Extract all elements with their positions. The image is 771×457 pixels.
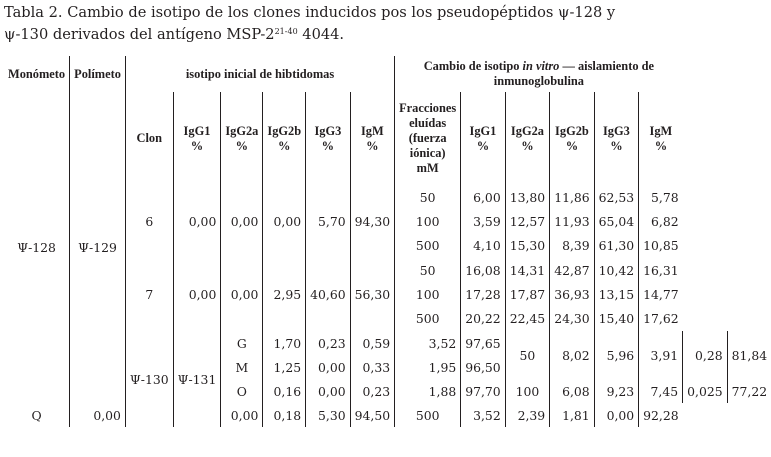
- header-monomer: Monómeto: [4, 56, 70, 92]
- fraction-mm: 50: [395, 258, 461, 282]
- header-isotype-switch: Cambio de isotipo in vitro — aislamiento de inmunoglobulina: [395, 56, 683, 92]
- fraction-mm: 50: [395, 185, 461, 209]
- switch-igm: 10,85: [639, 233, 683, 258]
- switch-igg1: 8,02: [550, 331, 594, 379]
- initial-igg2b: 0,18: [263, 403, 306, 427]
- header-switch-igg3: IgG3 %: [594, 92, 638, 185]
- switch-igm: 5,78: [639, 185, 683, 209]
- header-switch-igg1: IgG1 %: [461, 92, 505, 185]
- initial-igg2a: 0,00: [221, 403, 263, 427]
- clone-cell: G: [221, 331, 263, 355]
- switch-igg2a: 12,57: [505, 209, 549, 233]
- monomer-psi130: Ψ-130: [125, 331, 173, 427]
- initial-igg2a: 0,00: [221, 185, 263, 258]
- switch-igg1: 16,08: [461, 258, 505, 282]
- initial-igg2a: 0,00: [306, 379, 350, 403]
- fraction-mm: 50: [505, 331, 549, 379]
- initial-igg3: 1,95: [395, 355, 461, 379]
- fraction-mm: 500: [395, 306, 461, 331]
- switch-igm: 81,84: [727, 331, 771, 379]
- header-clon: Clon: [125, 92, 173, 185]
- initial-igg2b: 0,23: [350, 379, 394, 403]
- clone-cell: M: [221, 355, 263, 379]
- header-fractions: Fracciones eluídas (fuerza iónica) mM: [395, 92, 461, 185]
- fraction-mm: 100: [395, 282, 461, 306]
- initial-igm: 94,50: [350, 403, 394, 427]
- fraction-mm: 500: [395, 403, 461, 427]
- switch-igm: 77,22: [727, 379, 771, 403]
- clone-cell: O: [221, 379, 263, 403]
- switch-igg3: 65,04: [594, 209, 638, 233]
- initial-igg1: 0,00: [173, 185, 221, 258]
- header-switch-igm: IgM %: [639, 92, 683, 185]
- initial-igg2a: 0,00: [221, 258, 263, 331]
- clone-cell: 6: [125, 185, 173, 258]
- switch-igg1: 6,00: [461, 185, 505, 209]
- initial-igg3: 5,30: [306, 403, 350, 427]
- switch-igg3: 15,40: [594, 306, 638, 331]
- polymer-psi129: Ψ-129: [70, 92, 126, 403]
- initial-igg3: 40,60: [306, 258, 350, 331]
- initial-igg2b: 0,33: [350, 355, 394, 379]
- polymer-psi131: Ψ-131: [173, 331, 221, 427]
- switch-igg2a: 14,31: [505, 258, 549, 282]
- switch-igg2a: 15,30: [505, 233, 549, 258]
- switch-igg2b: 3,91: [639, 331, 683, 379]
- switch-igg1: 3,59: [461, 209, 505, 233]
- switch-igg2b: 1,81: [550, 403, 594, 427]
- initial-igg2a: 0,00: [306, 355, 350, 379]
- initial-igg2b: 2,95: [263, 258, 306, 331]
- clone-cell: 7: [125, 258, 173, 331]
- fraction-mm: 100: [395, 209, 461, 233]
- switch-igg2a: 22,45: [505, 306, 549, 331]
- header-switch-igg2a: IgG2a %: [505, 92, 549, 185]
- fraction-mm: 500: [395, 233, 461, 258]
- clone-cell: Q: [4, 403, 70, 427]
- header-initial-isotype: isotipo inicial de hibtidomas: [125, 56, 394, 92]
- initial-igg1: 1,25: [263, 355, 306, 379]
- initial-igg3: 5,70: [306, 185, 350, 258]
- switch-igg1: 3,52: [461, 403, 505, 427]
- switch-igg2b: 36,93: [550, 282, 594, 306]
- initial-igg1: 1,70: [263, 331, 306, 355]
- switch-igg1: 6,08: [550, 379, 594, 403]
- switch-igg2b: 42,87: [550, 258, 594, 282]
- switch-igm: 92,28: [639, 403, 683, 427]
- initial-igg3: 1,88: [395, 379, 461, 403]
- switch-igm: 6,82: [639, 209, 683, 233]
- switch-igg2a: 13,80: [505, 185, 549, 209]
- switch-igg1: 17,28: [461, 282, 505, 306]
- switch-igg2a: 9,23: [594, 379, 638, 403]
- initial-igm: 94,30: [350, 185, 394, 258]
- header-row-1: [4, 56, 771, 92]
- switch-igg2b: 11,93: [550, 209, 594, 233]
- switch-igg1: 4,10: [461, 233, 505, 258]
- initial-igg2b: 0,59: [350, 331, 394, 355]
- switch-igg3: 13,15: [594, 282, 638, 306]
- monomer-psi128: Ψ-128: [4, 92, 70, 403]
- header-switch-igg2b: IgG2b %: [550, 92, 594, 185]
- initial-igg3: 3,52: [395, 331, 461, 355]
- switch-igg2a: 2,39: [505, 403, 549, 427]
- header-initial-igm: IgM %: [350, 92, 394, 185]
- switch-igg2a: 17,87: [505, 282, 549, 306]
- initial-igm: 97,70: [461, 379, 505, 403]
- switch-igg1: 20,22: [461, 306, 505, 331]
- switch-igg2b: 24,30: [550, 306, 594, 331]
- caption-text: Tabla 2. Cambio de isotipo de los clones inducidos pos los pseudopéptidos ψ-128 y ψ-130 derivados del antígeno MSP-2: [4, 4, 616, 43]
- switch-igg2b: 7,45: [639, 379, 683, 403]
- header-initial-igg2b: IgG2b %: [263, 92, 306, 185]
- table-caption: [4, 2, 616, 46]
- switch-igm: 14,77: [639, 282, 683, 306]
- switch-igg3: 0,28: [683, 331, 727, 379]
- isotype-table: [4, 56, 771, 427]
- fraction-mm: 100: [505, 379, 549, 403]
- initial-igg2a: 0,23: [306, 331, 350, 355]
- switch-igg3: 62,53: [594, 185, 638, 209]
- header-polymer: Polímeto: [70, 56, 126, 92]
- switch-igg2b: 8,39: [550, 233, 594, 258]
- switch-igm: 16,31: [639, 258, 683, 282]
- subheader-row: [4, 92, 771, 185]
- switch-igg3: 0,00: [594, 403, 638, 427]
- header-initial-igg1: IgG1 %: [173, 92, 221, 185]
- data-row: [4, 403, 771, 427]
- switch-igg2b: 11,86: [550, 185, 594, 209]
- initial-igm: 96,50: [461, 355, 505, 379]
- initial-igg1: 0,00: [70, 403, 126, 427]
- switch-igg3: 10,42: [594, 258, 638, 282]
- caption-superscript: 21-40: [274, 27, 298, 36]
- initial-igm: 97,65: [461, 331, 505, 355]
- switch-igg2a: 5,96: [594, 331, 638, 379]
- initial-igg2b: 0,00: [263, 185, 306, 258]
- initial-igm: 56,30: [350, 258, 394, 331]
- switch-igg3: 0,025: [683, 379, 727, 403]
- header-initial-igg3: IgG3 %: [306, 92, 350, 185]
- initial-igg1: 0,16: [263, 379, 306, 403]
- caption-tail: 4044.: [297, 26, 345, 43]
- switch-igg3: 61,30: [594, 233, 638, 258]
- initial-igg1: 0,00: [173, 258, 221, 331]
- switch-igm: 17,62: [639, 306, 683, 331]
- header-initial-igg2a: IgG2a %: [221, 92, 263, 185]
